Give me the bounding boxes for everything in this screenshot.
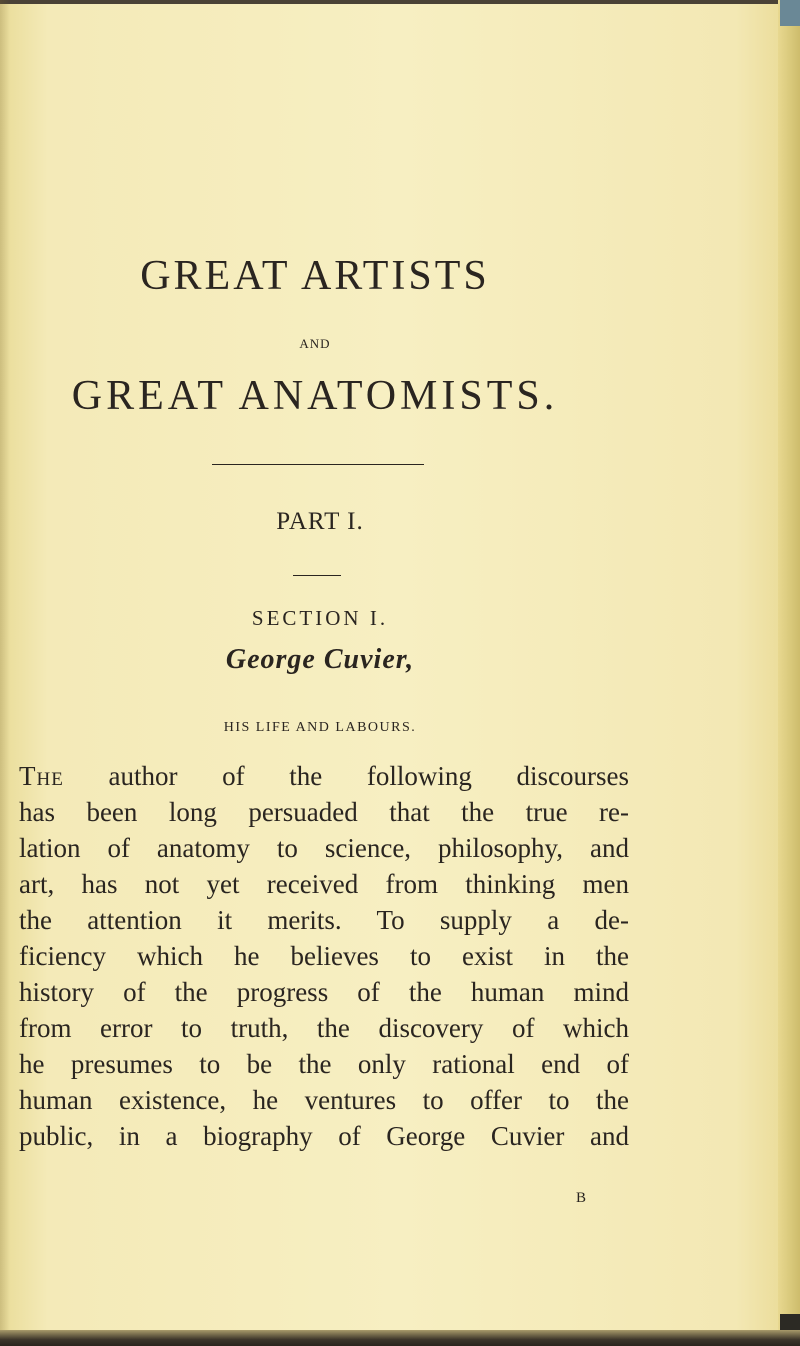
body-line-10: human existence, he ventures to offer to the [19, 1085, 629, 1115]
opening-word: The [19, 761, 64, 791]
title-line-1: GREAT ARTISTS [140, 253, 490, 299]
part-heading: PART I. [276, 508, 364, 535]
body-line-7: history of the progress of the human mind [19, 977, 629, 1007]
signature-mark: B [576, 1190, 587, 1206]
body-line-8: from error to truth, the discovery of which [19, 1013, 629, 1043]
body-line-9: he presumes to be the only rational end of [19, 1049, 629, 1079]
page-right-edge [778, 0, 800, 1346]
page-top-edge [0, 0, 800, 4]
body-line-2: has been long persuaded that the true re- [19, 797, 629, 827]
body-line-11: public, in a biography of George Cuvier and [19, 1121, 629, 1151]
body-line-5: the attention it merits. To supply a de- [19, 905, 629, 935]
body-line-text: author of the following discourses [108, 761, 630, 791]
body-paragraph [19, 758, 629, 1154]
page-bottom-edge [0, 1330, 800, 1346]
title-conjunction: AND [299, 336, 331, 351]
corner-mark-top-right [780, 0, 800, 26]
subject-name: George Cuvier, [225, 644, 415, 675]
title-line-2: GREAT ANATOMISTS. [71, 373, 559, 419]
subject-subtitle: HIS LIFE AND LABOURS. [223, 720, 417, 735]
part-divider-rule [293, 575, 341, 576]
section-heading: SECTION I. [251, 606, 389, 630]
title-divider-rule [212, 464, 424, 465]
body-line-1 [19, 758, 629, 794]
body-line-6: ficiency which he believes to exist in the [19, 941, 629, 971]
body-line-3: lation of anatomy to science, philosophy, and [19, 833, 629, 863]
body-line-4: art, has not yet received from thinking men [19, 869, 629, 899]
